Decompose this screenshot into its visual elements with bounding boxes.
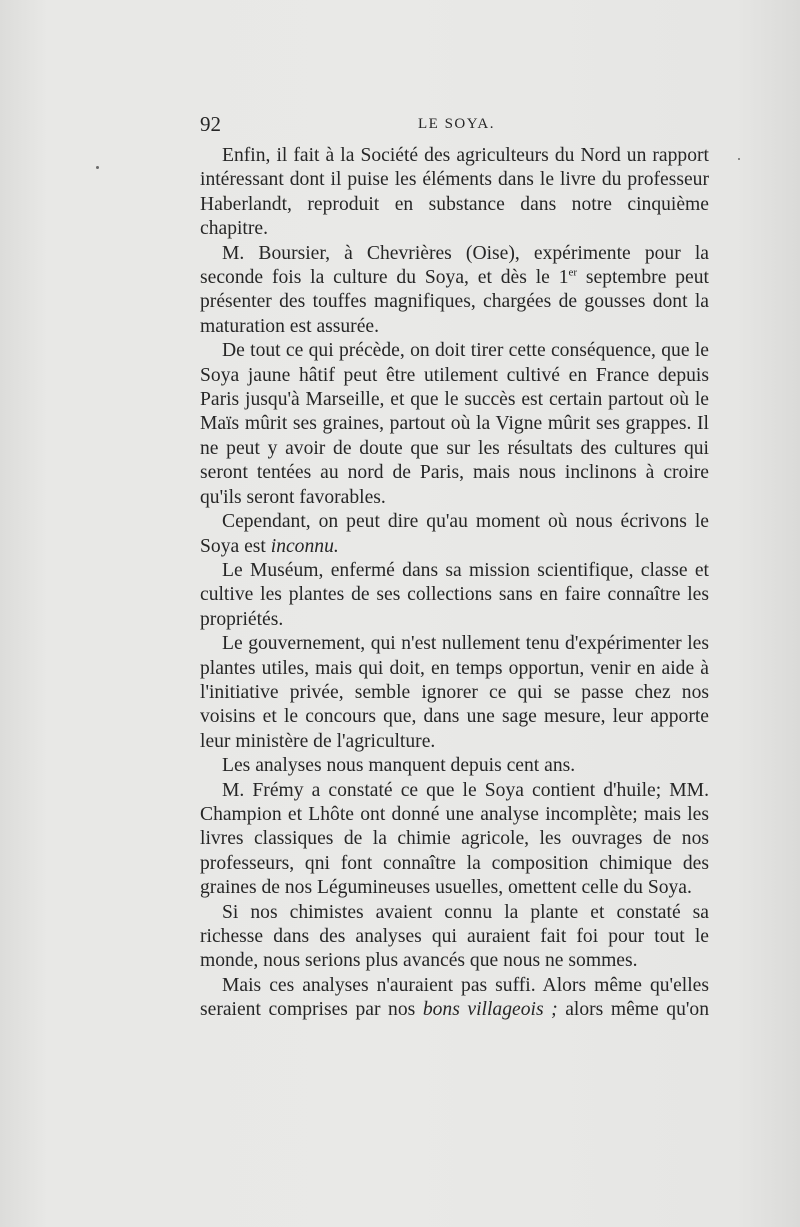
- body-text: [200, 144, 709, 1023]
- paragraph: [200, 242, 709, 340]
- paragraph-text: Mais ces analyses n'auraient pas suffi. Alors même qu'elles seraient comprises par nos: [200, 974, 709, 1021]
- paragraph-text: M. Boursier, à Chevrières (Oise), expérimente pour la seconde fois la culture du Soya, et dès le 1: [200, 242, 709, 289]
- paragraph: Si nos chimistes avaient connu la plante et constaté sa richesse dans des analyses qui auraient fait foi pour tout le monde, nous serions plus avancés que nous ne sommes.: [200, 901, 709, 972]
- paragraph-text: Cependant, on peut dire qu'au moment où nous écrivons le Soya est: [200, 511, 709, 557]
- running-head: LE SOYA.: [418, 116, 496, 132]
- paragraph-text: alors même qu'on: [557, 999, 710, 1021]
- paragraph: [200, 510, 709, 559]
- italic-phrase: bons villageois ;: [422, 999, 558, 1021]
- paper-speck: [738, 158, 740, 160]
- italic-word: inconnu.: [270, 535, 339, 557]
- page-number: 92: [200, 112, 221, 136]
- paper-speck: [96, 166, 99, 169]
- page-header: [200, 112, 710, 138]
- paragraph-text: septembre peut présenter des touffes magnifiques, chargées de gousses dont la maturation est assurée.: [200, 267, 709, 337]
- paragraph: De tout ce qui précède, on doit tirer cette conséquence, que le Soya jaune hâtif peut être utilement cultivé en France depuis Paris jusqu'à Marseille, et que le succès est certain partout où le Maïs mûrit ses graines, partout où la Vigne mûrit ses grappes. Il ne peut y avoir de doute que sur les résultats des cultures qui seront tentées au nord de Paris, mais nous inclinons à croire qu'ils seront favorables.: [200, 340, 709, 508]
- paragraph: [200, 974, 709, 1023]
- paragraph: Le gouvernement, qui n'est nullement tenu d'expérimenter les plantes utiles, mais qui doit, en temps opportun, venir en aide à l'initiative privée, semble ignorer ce qui se passe chez nos voisins et le concours que, dans une sage mesure, leur apporte leur ministère de l'agriculture.: [200, 633, 709, 752]
- paragraph: Les analyses nous manquent depuis cent ans.: [222, 755, 576, 777]
- paragraph: Le Muséum, enfermé dans sa mission scientifique, classe et cultive les plantes de ses collections sans en faire connaître les propriétés.: [200, 559, 709, 630]
- paragraph: Enfin, il fait à la Société des agriculteurs du Nord un rapport intéressant dont il puise les éléments dans le livre du professeur Haberlandt, reproduit en substance dans notre cinquième chapitre.: [200, 145, 709, 240]
- paragraph: M. Frémy a constaté ce que le Soya contient d'huile; MM. Champion et Lhôte ont donné une analyse incomplète; mais les livres classiques de la chimie agricole, les ouvrages de nos professeurs, qni font connaître la composition chimique des graines de nos Légumineuses usuelles, omettent celle du Soya.: [200, 779, 709, 899]
- ordinal-superscript: er: [568, 266, 578, 279]
